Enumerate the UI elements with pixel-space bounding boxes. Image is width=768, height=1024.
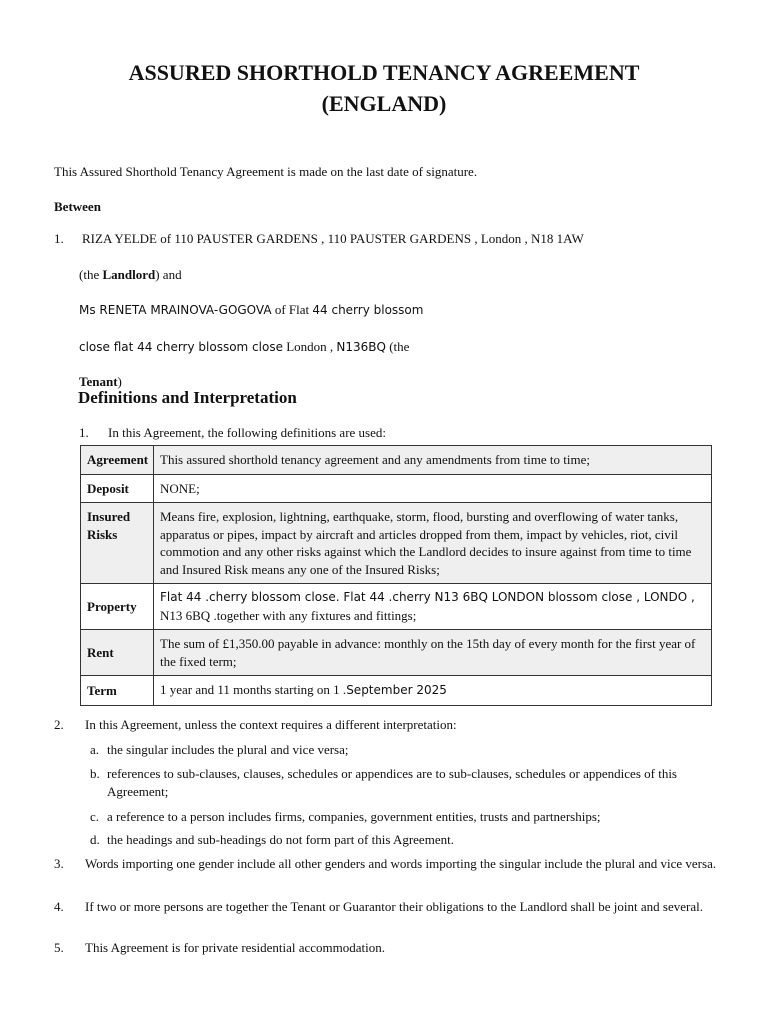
subclause-text: the headings and sub-headings do not form part of this Agreement.: [107, 832, 454, 847]
clause-number: 3.: [54, 856, 64, 871]
title-line-1: ASSURED SHORTHOLD TENANCY AGREEMENT: [128, 60, 640, 85]
definition-cell: Means fire, explosion, lightning, earthquake, storm, flood, bursting and overflowing of water tanks, apparatus or pipes, impact by aircraft and articles dropped from them, impact by vehicles, riot, civil commotion and any other risks against which the Landlord decides to insure against from time to time and Insured Risk means any one of the Insured Risks;: [154, 503, 712, 584]
landlord-role-line: [79, 267, 182, 283]
tenant-name: Ms RENETA MRAINOVA-GOGOVA: [79, 303, 272, 317]
landlord-role: Landlord: [102, 267, 156, 282]
landlord-address: of 110 PAUSTER GARDENS , 110 PAUSTER GARDENS , London , N18 1AW: [156, 231, 584, 246]
table-row: [81, 676, 712, 706]
subclause-letter: d.: [90, 832, 100, 847]
landlord-line: [82, 231, 584, 247]
tenant-line-2: [79, 339, 409, 355]
term-cell: Agreement: [81, 446, 154, 475]
term-cell: Insured Risks: [81, 503, 154, 584]
term-cell: Rent: [81, 630, 154, 676]
table-row: [81, 474, 712, 503]
definition-cell: [154, 584, 712, 630]
tenant-address-1: 44 cherry blossom: [312, 303, 424, 317]
landlord-role-prefix: (the: [79, 267, 103, 282]
property-line-2: N13 6BQ .together with any fixtures and fittings;: [160, 607, 417, 623]
clause-number: 4.: [54, 899, 64, 914]
tenant-line-1: [79, 302, 423, 318]
clause-number: 5.: [54, 940, 64, 955]
clause-text: This Agreement is for private residential accommodation.: [85, 940, 385, 955]
clause-text: In this Agreement, unless the context requires a different interpretation:: [85, 717, 457, 732]
tenant-postcode: N136BQ: [336, 340, 386, 354]
definitions-table: [80, 445, 712, 706]
clause-text: If two or more persons are together the Tenant or Guarantor their obligations to the Landlord shall be joint and several.: [85, 899, 703, 914]
term-cell: Deposit: [81, 474, 154, 503]
definition-cell: This assured shorthold tenancy agreement and any amendments from time to time;: [154, 446, 712, 475]
tenant-role-prefix: (the: [385, 339, 410, 354]
table-row: [81, 630, 712, 676]
property-line-1: Flat 44 .cherry blossom close. Flat 44 .cherry N13 6BQ LONDON blossom close , LONDO ,: [160, 590, 695, 604]
subclause-letter: b.: [90, 766, 100, 781]
landlord-role-suffix: ) and: [155, 267, 182, 282]
clause-2: [54, 716, 714, 734]
party-number: 1.: [54, 231, 64, 246]
clause-number: 2.: [54, 717, 64, 732]
tenant-role: Tenant: [79, 374, 118, 389]
table-row: [81, 503, 712, 584]
subclause-letter: a.: [90, 742, 100, 757]
intro-text: This Assured Shorthold Tenancy Agreement is made on the last date of signature.: [54, 164, 478, 179]
tenant-city: London ,: [282, 339, 337, 354]
tenant-of: of Flat: [271, 302, 313, 317]
subclause-text: references to sub-clauses, clauses, schedules or appendices are to sub-clauses, schedules or appendices of this Agreement;: [107, 766, 677, 799]
definitions-intro-number: 1.: [79, 425, 89, 440]
definition-cell: The sum of £1,350.00 payable in advance: monthly on the 15th day of every month for the first year of the fixed term;: [154, 630, 712, 676]
definition-cell: [154, 676, 712, 706]
term-cell: Term: [81, 676, 154, 706]
tenant-role-suffix: ): [117, 374, 122, 389]
subclause-text: the singular includes the plural and vice versa;: [107, 742, 349, 757]
clause-text: Words importing one gender include all other genders and words importing the singular include the plural and vice versa.: [85, 856, 717, 871]
title-line-2: (ENGLAND): [321, 91, 447, 116]
term-cell: Property: [81, 584, 154, 630]
landlord-name: RIZA YELDE: [82, 231, 157, 246]
definitions-heading: Definitions and Interpretation: [78, 388, 297, 407]
definition-cell: NONE;: [154, 474, 712, 503]
document-title: [0, 57, 768, 119]
tenant-address-2: close flat 44 cherry blossom close: [79, 340, 283, 354]
subclause-text: a reference to a person includes firms, companies, government entities, trusts and partnerships;: [107, 809, 601, 824]
subclause-letter: c.: [90, 809, 100, 824]
table-row: [81, 584, 712, 630]
between-label: Between: [54, 199, 101, 214]
term-start-date: September 2025: [346, 683, 447, 697]
definitions-intro-text: In this Agreement, the following definitions are used:: [108, 425, 386, 440]
table-row: [81, 446, 712, 475]
term-text: 1 year and 11 months starting on 1 .: [160, 682, 347, 697]
